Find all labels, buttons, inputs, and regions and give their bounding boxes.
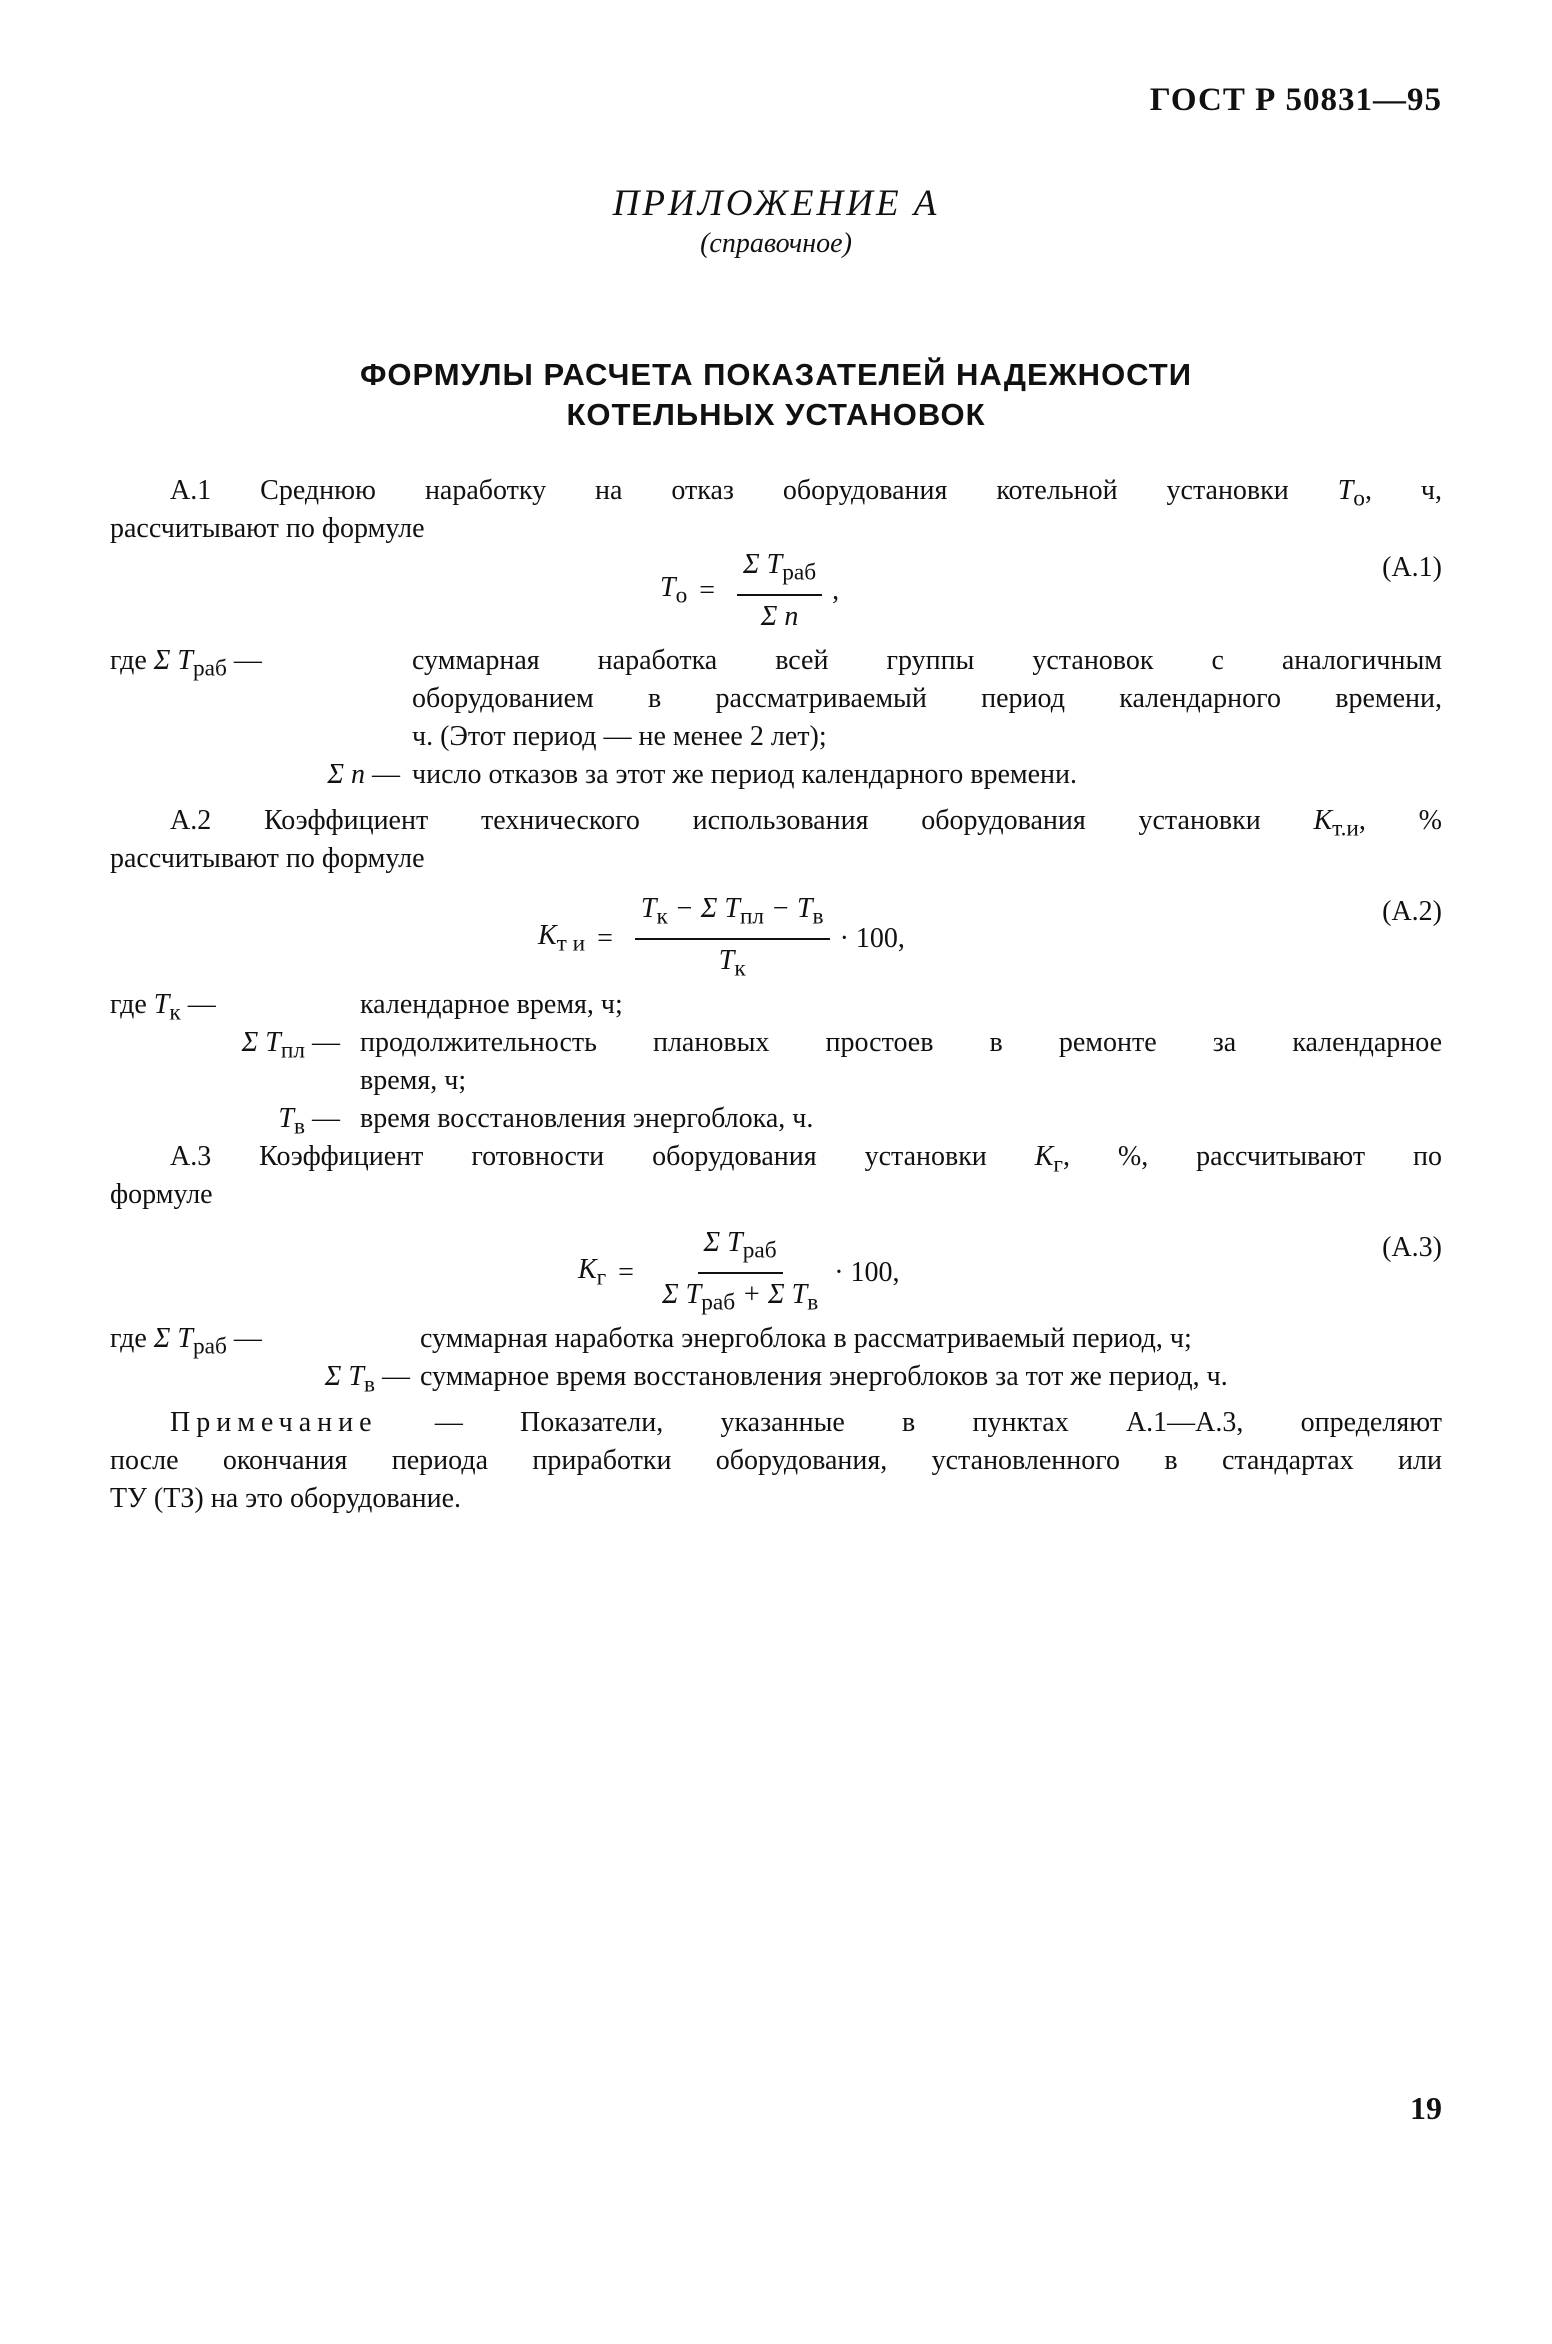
formula-a1-number: (А.1): [1382, 552, 1442, 583]
formula-a2-fraction: [635, 892, 830, 985]
note-line-2: после окончания периода приработки оборудования, установленного в стандартах или: [110, 1445, 1442, 1476]
a1-paragraph-line-2: рассчитывают по формуле: [110, 513, 425, 544]
a3-def-2-text: суммарное время восстановления энергоблоков за тот же период, ч.: [420, 1361, 1228, 1392]
appendix-title: ПРИЛОЖЕНИЕ А: [612, 183, 940, 224]
formula-a1: $Т_о$ = $\frac{\Sigma Т_{раб}}{\text{Σ n}}$ ,: [660, 549, 840, 632]
a3-paragraph-line-2: формуле: [110, 1179, 213, 1210]
appendix-subtitle: (справочное): [700, 228, 852, 259]
a2-def-1-label: где $Т_к$ —: [110, 989, 216, 1026]
formula-a1-lhs: $Т_о$: [660, 572, 688, 609]
formula-a2: $К_{т и}$ = $\frac{Т_к - \Sigma Т_{пл} - Т_в}{Т_к}$ · 100,: [538, 892, 905, 985]
formula-a3-lhs: $К_г$: [578, 1253, 607, 1291]
a2-paragraph-line-1: А.2 Коэффициент технического использования оборудования установки $К_{т.и}$, %: [170, 805, 1443, 842]
a2-paragraph-line-2: рассчитывают по формуле: [110, 843, 425, 874]
note-label: Примечание: [170, 1407, 378, 1438]
note-line-3: ТУ (ТЗ) на это оборудование.: [110, 1483, 462, 1514]
formula-a2-numerator: $Т_к - \Sigma$ $Т_{пл} - Т_в$: [635, 892, 830, 940]
formula-a1-numerator: Σ $Т_{раб}$: [737, 548, 822, 596]
section-title-line-1: ФОРМУЛЫ РАСЧЕТА ПОКАЗАТЕЛЕЙ НАДЕЖНОСТИ: [359, 357, 1193, 392]
document-id: ГОСТ Р 50831—95: [1149, 82, 1442, 118]
formula-a3-fraction: [656, 1226, 824, 1319]
section-title-line-2: КОТЕЛЬНЫХ УСТАНОВОК: [566, 397, 986, 432]
page-number: 19: [1410, 2090, 1442, 2126]
formula-a3-number: (А.3): [1382, 1232, 1442, 1263]
a2-def-2-label: Σ $Т_{пл}$ —: [241, 1027, 340, 1064]
a3-def-1-text: суммарная наработка энергоблока в рассматриваемый период, ч;: [420, 1323, 1192, 1354]
formula-a1-fraction: [737, 548, 822, 634]
formula-a1-denominator: Σ n: [760, 600, 799, 632]
a2-def-3-text: время восстановления энергоблока, ч.: [360, 1103, 814, 1134]
formula-a2-denominator: $Т_к$: [718, 944, 746, 982]
a3-def-2-label: Σ $Т_в$ —: [324, 1361, 410, 1398]
a2-def-3-label: $Т_в$ —: [278, 1103, 340, 1140]
formula-a3-numerator: Σ $Т_{раб}$: [698, 1226, 783, 1274]
a3-paragraph-line-1: А.3 Коэффициент готовности оборудования установки $К_г$, %, рассчитывают по: [170, 1141, 1443, 1178]
a2-def-1-text: календарное время, ч;: [360, 989, 623, 1020]
a1-def-2-label: Σ n —: [327, 759, 400, 790]
a2-def-2-text: продолжительность плановых простоев в ремонте за календарное время, ч;: [360, 1027, 1442, 1096]
formula-a3: $К_г$ = $\frac{\Sigma Т_{раб}}{\Sigma Т_{раб} + \Sigma Т_в}$ · 100,: [578, 1226, 900, 1319]
a1-def-2-text: число отказов за этот же период календарного времени.: [412, 759, 1077, 790]
a1-def-1-label: где Σ $Т_{раб}$ —: [110, 645, 262, 682]
note-line-1: Примечание — Показатели, указанные в пунктах А.1—А.3, определяют: [170, 1407, 1443, 1438]
a1-def-1-text: суммарная наработка всей группы установок с аналогичным оборудованием в рассматриваемый период календарного времени, ч. (Этот период — не менее 2 лет);: [412, 645, 1442, 752]
a3-def-1-label: где Σ $Т_{раб}$ —: [110, 1323, 262, 1360]
formula-a2-lhs: $К_{т и}$: [538, 919, 586, 957]
a1-paragraph-line-1: А.1 Среднюю наработку на отказ оборудования котельной установки $Т_о$, ч,: [170, 475, 1443, 512]
formula-a3-denominator: Σ $Т_{раб} + \Sigma$ $Т_в$: [661, 1278, 819, 1316]
formula-a2-number: (А.2): [1382, 896, 1442, 927]
section-title: [0, 355, 1552, 435]
